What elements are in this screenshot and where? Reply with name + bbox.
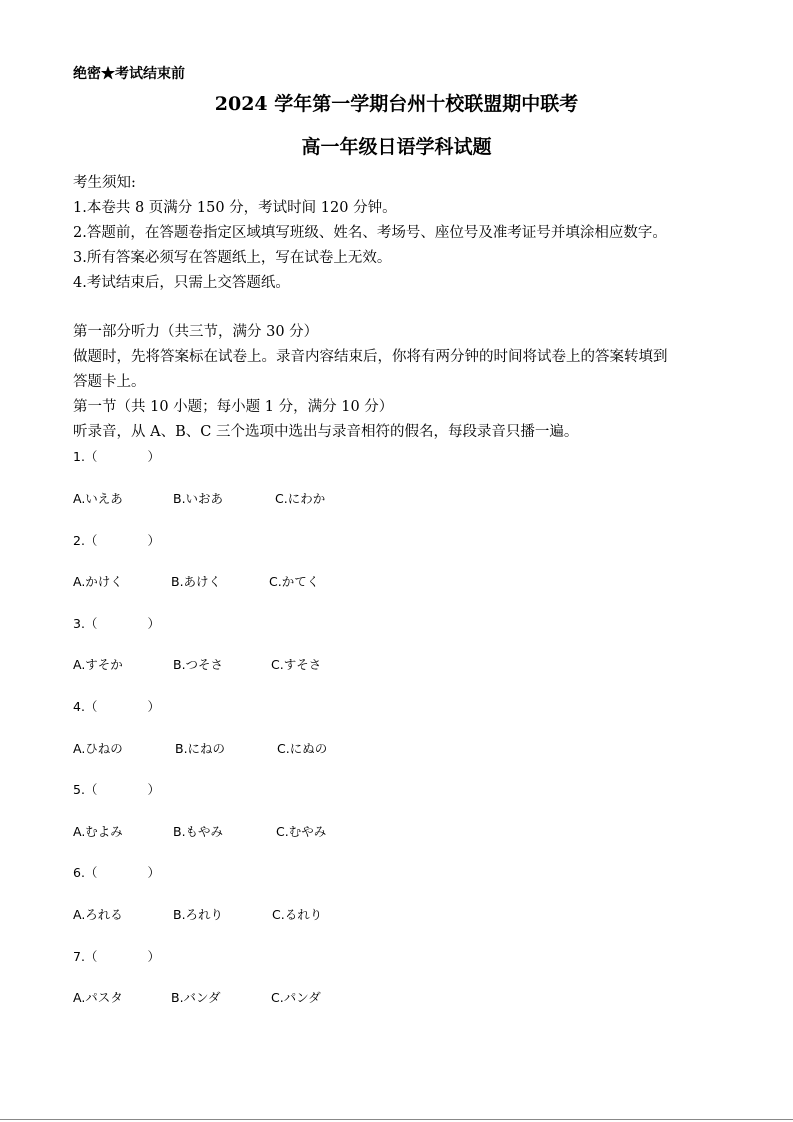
option-a: A.ろれる [73,907,123,922]
question-number [73,947,160,965]
answer-blank-close: ） [147,782,160,797]
notice-item: 2.答题前，在答题卷指定区域填写班级、姓名、考场号、座位号及准考证号并填涂相应数字。 [73,225,667,241]
option-c: C.にわか [275,491,326,506]
option-a: A.パスタ [73,990,123,1005]
question-number-label: 2.（ [73,533,98,548]
exam-title: 2024 学年第一学期台州十校联盟期中联考 [214,93,579,115]
section-instruction: 听录音，从 A、B、C 三个选项中选出与录音相符的假名，每段录音只播一遍。 [73,424,579,440]
option-a: A.すそか [73,657,123,672]
question-number [73,697,160,715]
option-b: B.いおあ [173,491,224,506]
option-a: A.ひねの [73,741,123,756]
question-number [73,447,160,465]
option-c: C.パンダ [271,990,321,1005]
option-a: A.いえあ [73,491,123,506]
notice-heading: 考生须知: [73,175,136,191]
answer-blank-close: ） [147,449,160,464]
question-number [73,531,160,549]
question-number [73,863,160,881]
option-b: B.にねの [175,741,226,756]
notice-item: 1.本卷共 8 页满分 150 分，考试时间 120 分钟。 [73,200,397,216]
question-number-label: 3.（ [73,616,98,631]
option-b: B.バンダ [171,990,221,1005]
option-b: B.ろれり [173,907,224,922]
option-b: B.あけく [171,574,222,589]
notice-item: 3.所有答案必须写在答题纸上，写在试卷上无效。 [73,250,392,266]
secret-mark: 绝密★考试结束前 [73,66,185,82]
part-instruction-cont: 答题卡上。 [73,374,146,390]
answer-blank-close: ） [147,949,160,964]
section-heading: 第一节（共 10 小题；每小题 1 分，满分 10 分） [73,399,394,415]
part-instruction: 做题时，先将答案标在试卷上。录音内容结束后，你将有两分钟的时间将试卷上的答案转填到 [73,349,668,365]
option-c: C.すそさ [271,657,322,672]
question-number-label: 6.（ [73,865,98,880]
question-number [73,614,160,632]
option-c: C.にぬの [277,741,328,756]
option-c: C.むやみ [276,824,327,839]
question-number-label: 7.（ [73,949,98,964]
option-c: C.るれり [272,907,323,922]
question-number [73,780,160,798]
exam-subtitle: 高一年级日语学科试题 [301,136,492,158]
answer-blank-close: ） [147,865,160,880]
part-heading: 第一部分听力（共三节，满分 30 分） [73,324,319,340]
question-number-label: 5.（ [73,782,98,797]
notice-item: 4.考试结束后，只需上交答题纸。 [73,275,290,291]
question-number-label: 4.（ [73,699,98,714]
option-b: B.もやみ [173,824,224,839]
answer-blank-close: ） [147,699,160,714]
answer-blank-close: ） [147,533,160,548]
option-a: A.むよみ [73,824,123,839]
question-number-label: 1.（ [73,449,98,464]
option-a: A.かけく [73,574,123,589]
option-b: B.つそさ [173,657,224,672]
option-c: C.かてく [269,574,320,589]
page-bottom-divider [0,1119,793,1120]
answer-blank-close: ） [147,616,160,631]
